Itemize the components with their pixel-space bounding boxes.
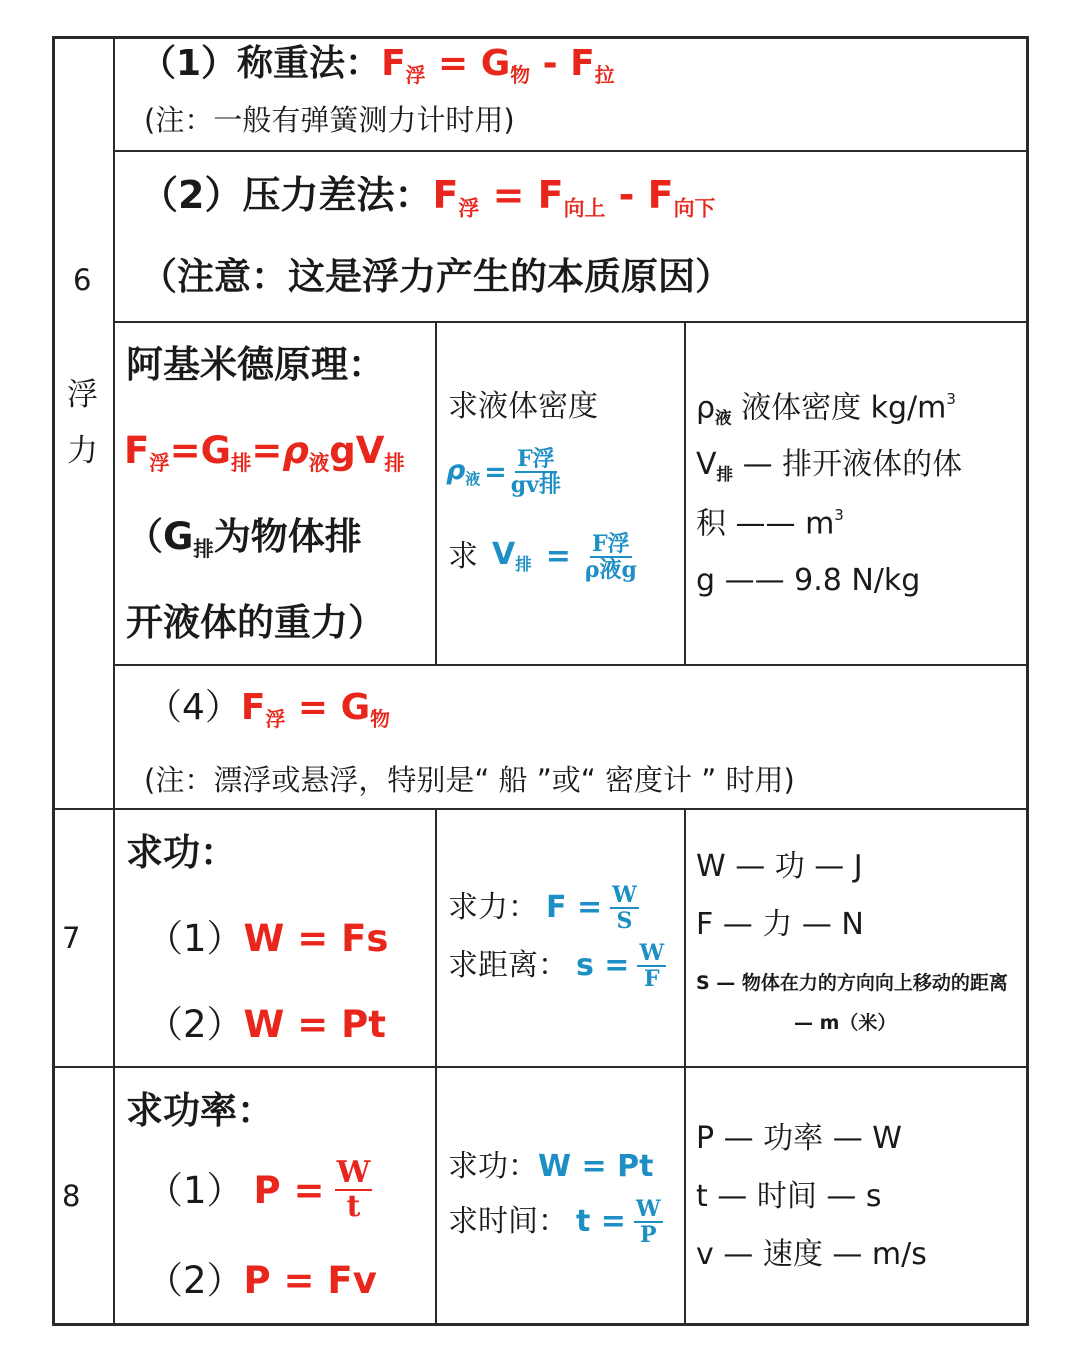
formula-pressure-diff: $F_浮 = F_{向上} - F_{向下}$ (432, 173, 716, 221)
grid-line (52, 808, 1029, 810)
grid-line (52, 36, 1029, 39)
method-floating-label: $(4)F_浮 = G_物$ (146, 687, 390, 731)
grid-line (113, 150, 1028, 152)
power-title: 求功率： (126, 1089, 274, 1132)
archimedes-formula: $F_浮=G_排=\rho_液gV_排$ (124, 429, 405, 476)
power-fraction: $\frac{W}{t}$ (336, 1155, 371, 1224)
grid-line (435, 322, 437, 665)
row-topic-char: 力 (67, 433, 98, 469)
row-number-8: 8 (62, 1179, 81, 1213)
grid-line (52, 1066, 1029, 1068)
volume-fraction: $\frac{\text{F浮}}{\text{ρ液g}}$ (584, 531, 637, 583)
unit-time: t — 时间 — s (696, 1179, 882, 1214)
grid-line (113, 36, 115, 1326)
grid-line (52, 36, 55, 1326)
formula-weighing: $F_浮 = G_物 - F_拉$ (381, 43, 615, 87)
unit-work: W — 功 — J (696, 849, 863, 884)
work-title: 求功： (126, 831, 237, 874)
power-formula-2: （2）P = Fv (146, 1259, 377, 1302)
archimedes-title: 阿基米德原理： (126, 343, 385, 386)
row-number-6: 6 (73, 263, 92, 297)
unit-force: F — 力 — N (696, 907, 864, 942)
work-formula-2: （2）W = Pt (146, 1003, 386, 1046)
archimedes-note: （$G_排$为物体排 (126, 515, 362, 562)
density-formula: $\rho_液$ = $\frac{\text{F浮}}{\text{gv排}}$ (446, 446, 561, 498)
power-work-formula: 求功：W = Pt (448, 1149, 654, 1184)
volume-formula: 求 $V_排$ = $\frac{\text{F浮}}{\text{ρ液g}}$ (448, 531, 637, 583)
distance-fraction: $\frac{W}{F}$ (639, 940, 665, 992)
archimedes-note: 开液体的重力） (126, 601, 385, 644)
method-weighing-label (140, 43, 615, 87)
work-formula-1: （1）W = Fs (146, 917, 389, 960)
method-label-text: （1）称重法： (140, 43, 382, 84)
grid-line (435, 809, 437, 1325)
unit-volume: $V_排$ — 排开液体的体 (696, 447, 963, 484)
unit-power: P — 功率 — W (696, 1121, 902, 1156)
unit-distance: S — 物体在力的方向向上移动的距离 (696, 972, 1008, 994)
method-pressure-diff-note: （注意：这是浮力产生的本质原因） (140, 255, 732, 298)
method-label-text: （2）压力差法： (140, 173, 433, 217)
unit-volume-cont: 积 —— $m^3$ (696, 506, 844, 542)
grid-line (1026, 36, 1029, 1326)
grid-line (113, 664, 1028, 666)
density-title: 求液体密度 (448, 389, 598, 424)
grid-line (52, 1323, 1029, 1326)
unit-speed: v — 速度 — m/s (696, 1237, 927, 1272)
unit-density: $\rho_液$ 液体密度 $kg/m^3$ (696, 390, 956, 428)
method-weighing-note: (注：一般有弹簧测力计时用) (144, 103, 515, 137)
method-floating-note: (注：漂浮或悬浮，特别是“ 船 ”或“ 密度计 ” 时用) (144, 763, 795, 797)
row-topic-char: 浮 (67, 377, 98, 413)
work-distance-formula: 求距离： s = $\frac{W}{F}$ (448, 940, 665, 992)
grid-line (684, 809, 686, 1325)
density-fraction: $\frac{\text{F浮}}{\text{gv排}}$ (510, 446, 561, 498)
row-number-7: 7 (62, 921, 81, 955)
force-fraction: $\frac{W}{S}$ (612, 882, 637, 934)
unit-gravity: g —— 9.8 N/kg (696, 563, 921, 598)
time-fraction: $\frac{W}{P}$ (635, 1196, 661, 1248)
power-time-formula: 求时间： t = $\frac{W}{P}$ (448, 1196, 661, 1248)
work-force-formula: 求力： F = $\frac{W}{S}$ (448, 882, 637, 934)
method-pressure-diff-label (140, 173, 716, 221)
grid-line (684, 322, 686, 665)
grid-line (113, 321, 1028, 323)
power-formula-1: （1） P = $\frac{W}{t}$ (146, 1155, 371, 1224)
unit-distance-cont: — m（米） (794, 1012, 897, 1034)
formula-floating: $F_浮 = G_物$ (240, 687, 390, 731)
